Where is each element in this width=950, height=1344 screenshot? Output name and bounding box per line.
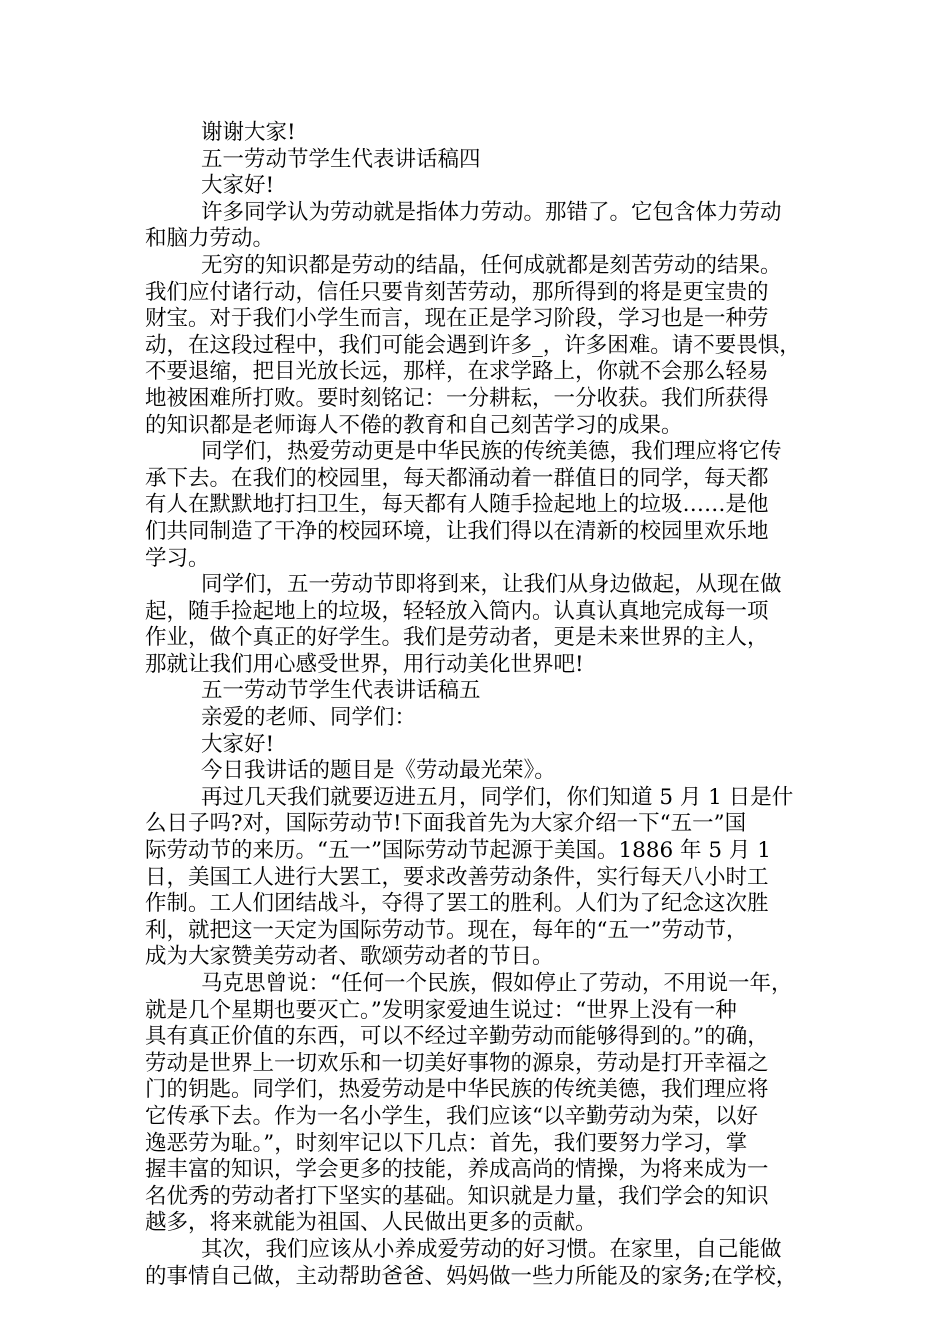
text-line: 的事情自己做，主动帮助爸爸、妈妈做一些力所能及的家务;在学校，	[145, 1263, 798, 1289]
text-line: 就是几个星期也要灭亡。”发明家爱迪生说过：“世界上没有一种	[145, 997, 737, 1023]
text-line: 今日我讲话的题目是《劳动最光荣》。	[201, 758, 556, 784]
text-line: 么日子吗?对，国际劳动节!下面我首先为大家介绍一下“五一”国	[145, 811, 747, 837]
text-line: 地被困难所打败。要时刻铭记：一分耕耘，一分收获。我们所获得	[145, 385, 769, 411]
text-line: 的知识都是老师诲人不倦的教育和自己刻苦学习的成果。	[145, 412, 683, 438]
text-line: 有人在默默地打扫卫生，每天都有人随手捡起地上的垃圾……是他	[145, 492, 769, 518]
text-line: 劳动是世界上一切欢乐和一切美好事物的源泉，劳动是打开幸福之	[145, 1050, 769, 1076]
text-line: 名优秀的劳动者打下坚实的基础。知识就是力量，我们学会的知识	[145, 1183, 769, 1209]
text-line: 那就让我们用心感受世界，用行动美化世界吧!	[145, 651, 584, 677]
text-line: 五一劳动节学生代表讲话稿四	[201, 146, 481, 172]
text-line: 起，随手捡起地上的垃圾，轻轻放入筒内。认真认真地完成每一项	[145, 598, 769, 624]
text-line: 具有真正价值的东西，可以不经过辛勤劳动而能够得到的。”的确，	[145, 1024, 769, 1050]
text-line: 利，就把这一天定为国际劳动节。现在，每年的“五一”劳动节，	[145, 917, 748, 943]
text-line: 日，美国工人进行大罢工，要求改善劳动条件，实行每天八小时工	[145, 864, 769, 890]
document-body	[145, 120, 825, 1290]
text-line: 再过几天我们就要迈进五月，同学们，你们知道 5 月 1 日是什	[201, 784, 794, 810]
text-line: 承下去。在我们的校园里，每天都涌动着一群值日的同学，每天都	[145, 465, 769, 491]
text-line: 学习。	[145, 545, 210, 571]
text-line: 作制。工人们团结战斗，夺得了罢工的胜利。人们为了纪念这次胜	[145, 891, 769, 917]
text-line: 财宝。对于我们小学生而言，现在正是学习阶段，学习也是一种劳	[145, 306, 769, 332]
text-line: 它传承下去。作为一名小学生，我们应该“以辛勤劳动为荣，以好	[145, 1103, 758, 1129]
text-line: 和脑力劳动。	[145, 226, 275, 252]
text-line: 无穷的知识都是劳动的结晶，任何成就都是刻苦劳动的结果。	[201, 252, 782, 278]
text-line: 大家好!	[201, 731, 275, 757]
text-line: 同学们，热爱劳动更是中华民族的传统美德，我们理应将它传	[201, 439, 782, 465]
text-line: 我们应付诸行动，信任只要肯刻苦劳动，那所得到的将是更宝贵的	[145, 279, 769, 305]
text-line: 大家好!	[201, 173, 275, 199]
text-line: 逸恶劳为耻。”，时刻牢记以下几点：首先，我们要努力学习，掌	[145, 1130, 748, 1156]
text-line: 马克思曾说：“任何一个民族，假如停止了劳动，不用说一年，	[201, 971, 793, 996]
text-line: 成为大家赞美劳动者、歌颂劳动者的节日。	[145, 944, 554, 970]
text-line: 五一劳动节学生代表讲话稿五	[201, 678, 481, 704]
text-line: 同学们，五一劳动节即将到来，让我们从身边做起，从现在做	[201, 572, 782, 598]
text-line: 动，在这段过程中，我们可能会遇到许多_，许多困难。请不要畏惧，	[145, 332, 801, 358]
text-line: 越多，将来就能为祖国、人民做出更多的贡献。	[145, 1210, 597, 1236]
text-line: 不要退缩，把目光放长远，那样，在求学路上，你就不会那么轻易	[145, 359, 769, 385]
text-line: 们共同制造了干净的校园环境，让我们得以在清新的校园里欢乐地	[145, 518, 769, 544]
text-line: 亲爱的老师、同学们：	[201, 705, 417, 731]
text-line: 其次，我们应该从小养成爱劳动的好习惯。在家里，自己能做	[201, 1236, 782, 1262]
text-line: 作业，做个真正的好学生。我们是劳动者，更是未来世界的主人，	[145, 625, 769, 651]
text-line: 谢谢大家!	[201, 120, 296, 145]
text-line: 握丰富的知识，学会更多的技能，养成高尚的情操，为将来成为一	[145, 1157, 769, 1183]
text-line: 际劳动节的来历。“五一”国际劳动节起源于美国。1886 年 5 月 1	[145, 838, 771, 864]
text-line: 许多同学认为劳动就是指体力劳动。那错了。它包含体力劳动	[201, 199, 782, 225]
text-line: 门的钥匙。同学们，热爱劳动是中华民族的传统美德，我们理应将	[145, 1077, 769, 1103]
